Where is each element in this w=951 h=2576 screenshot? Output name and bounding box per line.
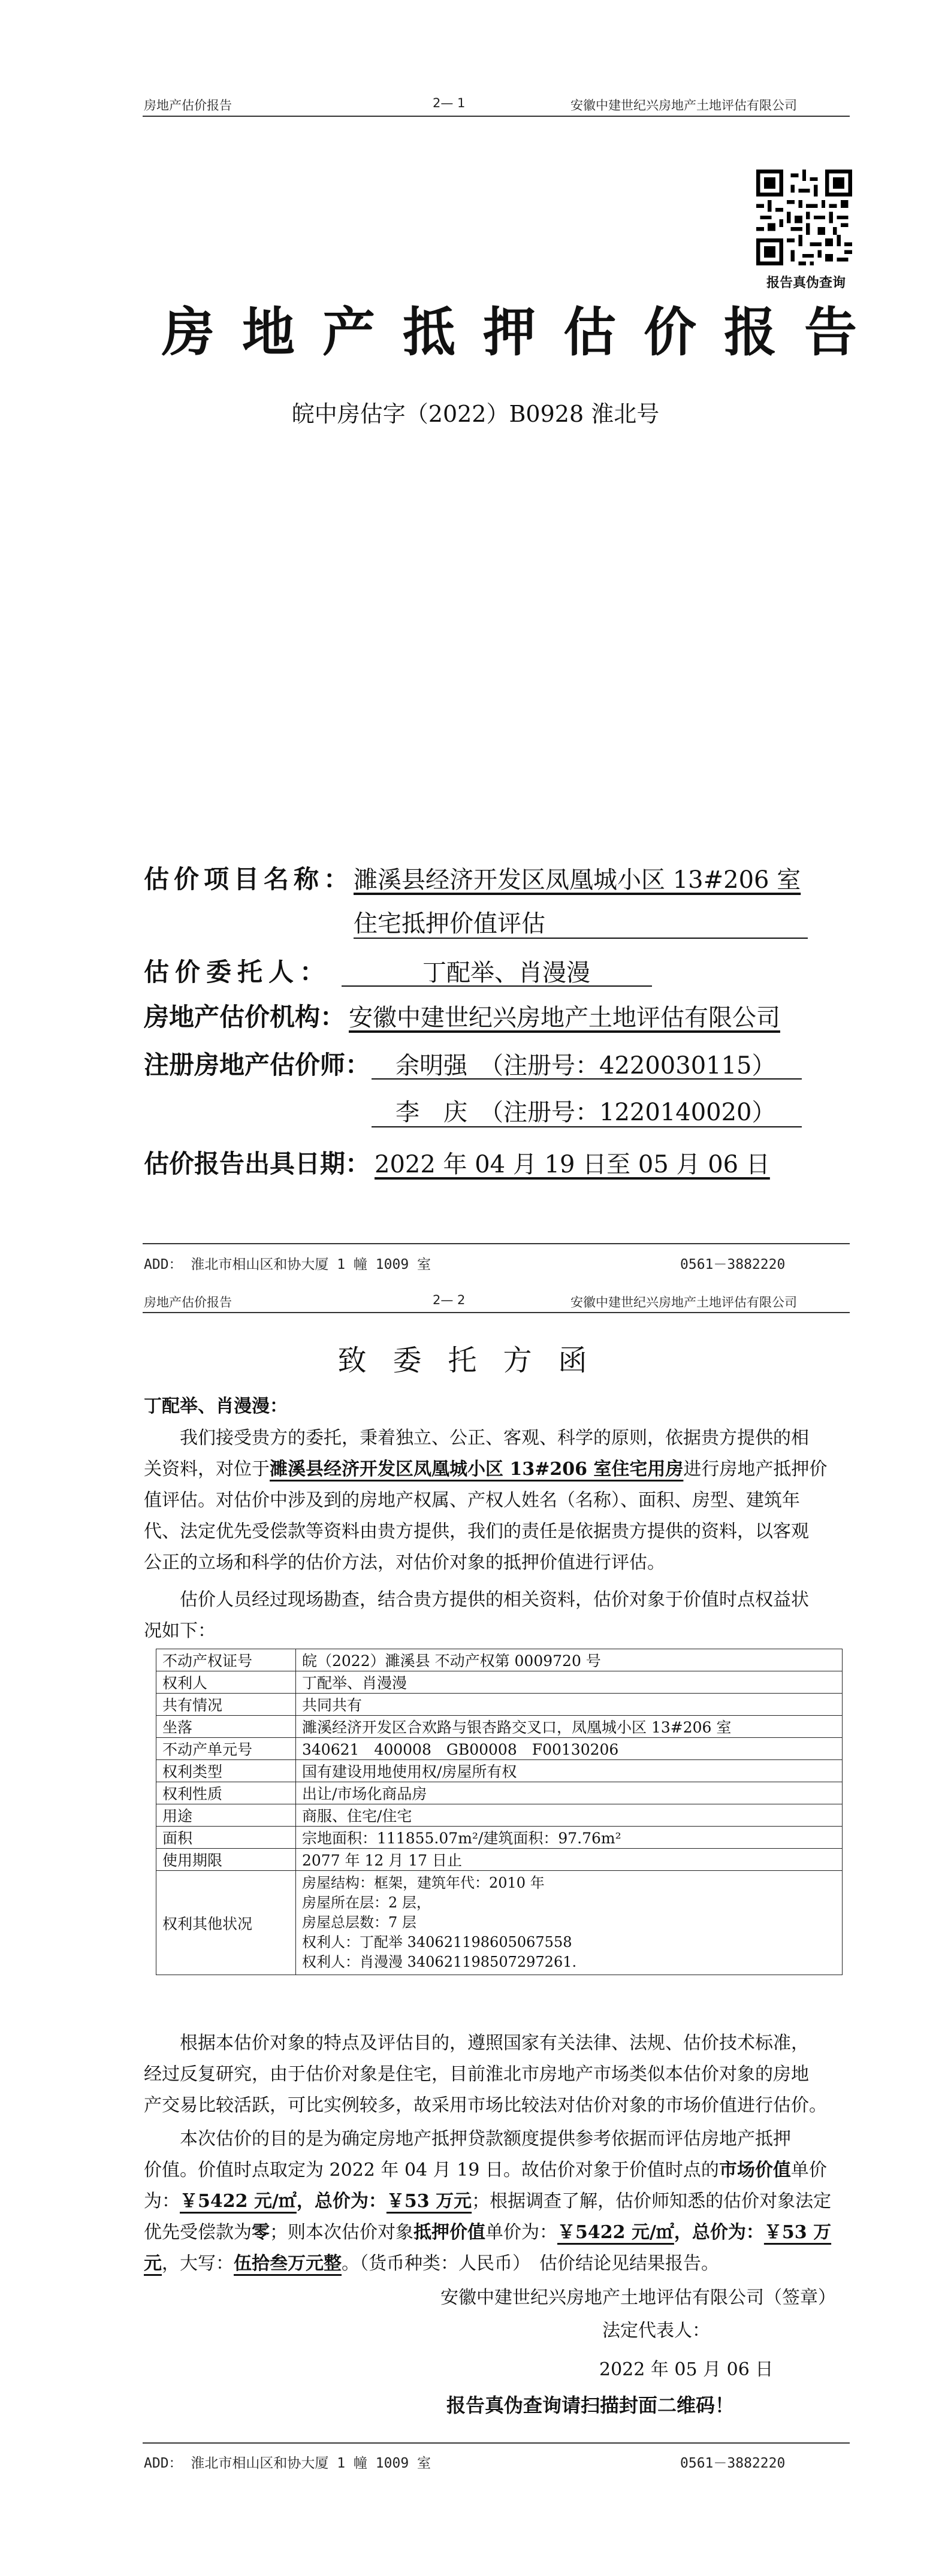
signature-representative: 法定代表人： xyxy=(602,2320,710,2341)
table-value-other xyxy=(296,1871,843,1975)
page2-header-page: 2— 2 xyxy=(433,1293,466,1307)
report-number: 皖中房估字（2022）B0928 淮北号 xyxy=(291,401,660,427)
paragraph-1 xyxy=(144,1423,851,1579)
table-key: 权利性质 xyxy=(156,1782,296,1804)
para4-text: ，大写： xyxy=(162,2253,234,2274)
date-label: 估价报告出具日期： xyxy=(144,1149,371,1178)
amount-in-words: 伍拾叁万元整 xyxy=(234,2253,342,2274)
mortgage-value-label: 抵押价值 xyxy=(413,2222,485,2243)
table-row xyxy=(156,1716,843,1738)
table-row xyxy=(156,1827,843,1849)
verification-notice: 报告真伪查询请扫描封面二维码！ xyxy=(446,2394,735,2417)
market-unit-price: ￥5422 元/㎡ xyxy=(180,2191,297,2212)
paragraph-2 xyxy=(144,1585,851,1647)
para1-line4: 代、法定优先受偿款等资料由贵方提供，我们的责任是依据贵方提供的资料，以客观 xyxy=(144,1521,809,1542)
para1-text: 关资料，对位于 xyxy=(144,1459,270,1480)
para1-line1: 我们接受贵方的委托，秉着独立、公正、客观、科学的原则，依据贵方提供的相 xyxy=(180,1428,809,1449)
appraiser-label: 注册房地产估价师： xyxy=(144,1050,371,1080)
page2-footer-address: ADD： 淮北市相山区和协大厦 1 幢 1009 室 xyxy=(144,2456,431,2471)
other-line: 房屋总层数：7 层 xyxy=(302,1914,416,1931)
table-value: 2077 年 12 月 17 日止 xyxy=(296,1849,843,1871)
table-row xyxy=(156,1738,843,1760)
qr-code-icon[interactable] xyxy=(756,170,852,265)
appraiser-2-underline xyxy=(372,1126,802,1127)
table-value: 出让/市场化商品房 xyxy=(296,1782,843,1804)
page2-footer-rule xyxy=(143,2442,850,2444)
project-value-line1: 濉溪县经济开发区凤凰城小区 13#206 室 xyxy=(354,866,801,894)
table-row xyxy=(156,1649,843,1671)
page1-header-left: 房地产估价报告 xyxy=(144,98,232,113)
project-underline xyxy=(354,938,808,939)
letter-title: 致委托方函 xyxy=(337,1344,614,1377)
para1-text-end: 进行房地产抵押价 xyxy=(683,1459,828,1480)
page2-footer-phone: 0561－3882220 xyxy=(680,2456,786,2471)
page1-header-page: 2— 1 xyxy=(433,96,466,110)
para1-line3: 值评估。对估价中涉及到的房地产权属、产权人姓名（名称）、面积、房型、建筑年 xyxy=(144,1490,800,1511)
page1-footer-address: ADD： 淮北市相山区和协大厦 1 幢 1009 室 xyxy=(144,1257,431,1272)
signature-date: 2022 年 05 月 06 日 xyxy=(599,2359,774,2380)
table-value: 丁配举、肖漫漫 xyxy=(296,1671,843,1694)
property-location: 濉溪县经济开发区凤凰城小区 13#206 室住宅用房 xyxy=(270,1459,684,1480)
para3-line3: 产交易比较活跃，可比实例较多，故采用市场比较法对估价对象的市场价值进行估价。 xyxy=(144,2095,827,2116)
para4-line2 xyxy=(144,2155,851,2186)
project-label: 估价项目名称： xyxy=(144,864,354,894)
para2-line2: 况如下： xyxy=(144,1620,216,1641)
para4-line1: 本次估价的目的是为确定房地产抵押贷款额度提供参考依据而评估房地产抵押 xyxy=(180,2128,791,2149)
table-value: 共同共有 xyxy=(296,1694,843,1716)
date-value: 2022 年 04 月 19 日至 05 月 06 日 xyxy=(375,1151,770,1178)
report-title: 房地产抵押估价报告 xyxy=(162,301,885,363)
table-value: 宗地面积：111855.07m²/建筑面积：97.76m² xyxy=(296,1827,843,1849)
client-underline xyxy=(342,985,652,987)
table-row xyxy=(156,1849,843,1871)
qr-caption: 报告真伪查询 xyxy=(766,276,846,291)
table-key: 权利其他状况 xyxy=(156,1871,296,1975)
mortgage-total-price: ￥53 万 xyxy=(763,2222,832,2243)
table-value: 国有建设用地使用权/房屋所有权 xyxy=(296,1760,843,1782)
market-value-label: 市场价值 xyxy=(718,2160,791,2181)
table-key: 使用期限 xyxy=(156,1849,296,1871)
para1-line2 xyxy=(144,1454,851,1485)
market-total-price: ￥53 万元 xyxy=(386,2191,472,2212)
table-row-other xyxy=(156,1871,843,1975)
page1-header-rule xyxy=(143,116,850,117)
page2-header-right: 安徽中建世纪兴房地产土地评估有限公司 xyxy=(570,1295,797,1310)
page1-footer-rule xyxy=(143,1243,850,1244)
priority-payment: 零 xyxy=(252,2222,270,2243)
table-key: 面积 xyxy=(156,1827,296,1849)
other-line: 房屋结构：框架，建筑年代：2010 年 xyxy=(302,1874,545,1891)
mortgage-unit-price: ￥5422 元/㎡ xyxy=(557,2222,674,2243)
salutation: 丁配举、肖漫漫： xyxy=(144,1396,288,1417)
table-value: 濉溪经济开发区合欢路与银杏路交叉口，凤凰城小区 13#206 室 xyxy=(296,1716,843,1738)
table-row xyxy=(156,1782,843,1804)
table-key: 权利类型 xyxy=(156,1760,296,1782)
paragraph-3 xyxy=(144,2028,851,2121)
para4-text: 单价为： xyxy=(485,2222,557,2243)
table-key: 权利人 xyxy=(156,1671,296,1694)
page1-footer-phone: 0561－3882220 xyxy=(680,1257,786,1272)
project-value-line2: 住宅抵押价值评估 xyxy=(354,910,545,938)
appraiser-1-underline xyxy=(372,1078,802,1080)
table-key: 不动产单元号 xyxy=(156,1738,296,1760)
para4-text: 。（货币种类：人民币） 估价结论见结果报告。 xyxy=(342,2253,719,2274)
table-value: 商服、住宅/住宅 xyxy=(296,1804,843,1827)
other-line: 权利人：丁配举 340621198605067558 xyxy=(302,1934,572,1951)
para4-line4 xyxy=(144,2217,851,2248)
other-line: 权利人：肖漫漫 340621198507297261. xyxy=(302,1954,577,1970)
page2-header-left: 房地产估价报告 xyxy=(144,1295,232,1310)
para2-line1: 估价人员经过现场勘查，结合贵方提供的相关资料，估价对象于价值时点权益状 xyxy=(180,1589,809,1610)
para3-line1: 根据本估价对象的特点及评估目的，遵照国家有关法律、法规、估价技术标准， xyxy=(180,2033,809,2054)
table-value: 340621 400008 GB00008 F00130206 xyxy=(296,1738,843,1760)
client-label: 估价委托人： xyxy=(144,957,331,987)
other-line: 房屋所在层：2 层， xyxy=(302,1894,431,1911)
appraiser-1: 余明强 （注册号：4220030115） xyxy=(396,1052,776,1080)
table-row xyxy=(156,1671,843,1694)
para4-line5 xyxy=(144,2248,851,2279)
para4-text: 单价 xyxy=(790,2160,827,2181)
para4-text: 优先受偿款为 xyxy=(144,2222,252,2243)
table-value: 皖（2022）濉溪县 不动产权第 0009720 号 xyxy=(296,1649,843,1671)
para4-text: 为： xyxy=(144,2191,180,2212)
para4-text: ，总价为： xyxy=(674,2222,764,2243)
para1-line5: 公正的立场和科学的估价方法，对估价对象的抵押价值进行评估。 xyxy=(144,1552,665,1573)
appraiser-2: 李 庆 （注册号：1220140020） xyxy=(396,1099,776,1126)
table-key: 共有情况 xyxy=(156,1694,296,1716)
signature-company: 安徽中建世纪兴房地产土地评估有限公司（签章） xyxy=(440,2287,836,2308)
para4-text: ，总价为： xyxy=(296,2191,387,2212)
property-info-table xyxy=(156,1649,843,1975)
agency-value: 安徽中建世纪兴房地产土地评估有限公司 xyxy=(349,1004,780,1032)
para4-line3 xyxy=(144,2186,851,2217)
agency-label: 房地产估价机构： xyxy=(144,1002,346,1032)
mortgage-total-unit: 元 xyxy=(144,2253,162,2274)
table-row xyxy=(156,1694,843,1716)
paragraph-4 xyxy=(144,2124,851,2279)
table-key: 用途 xyxy=(156,1804,296,1827)
table-row xyxy=(156,1804,843,1827)
client-value: 丁配举、肖漫漫 xyxy=(422,959,590,987)
para3-line2: 经过反复研究，由于估价对象是住宅，目前淮北市房地产市场类似本估价对象的房地 xyxy=(144,2064,809,2085)
para4-text: ；则本次估价对象 xyxy=(270,2222,413,2243)
table-key: 坐落 xyxy=(156,1716,296,1738)
page1-header-right: 安徽中建世纪兴房地产土地评估有限公司 xyxy=(570,98,797,113)
table-row xyxy=(156,1760,843,1782)
table-key: 不动产权证号 xyxy=(156,1649,296,1671)
para4-text: ；根据调查了解，估价师知悉的估价对象法定 xyxy=(472,2191,832,2212)
para4-text: 价值。价值时点取定为 2022 年 04 月 19 日。故估价对象于价值时点的 xyxy=(144,2160,719,2181)
page2-header-rule xyxy=(143,1312,850,1313)
